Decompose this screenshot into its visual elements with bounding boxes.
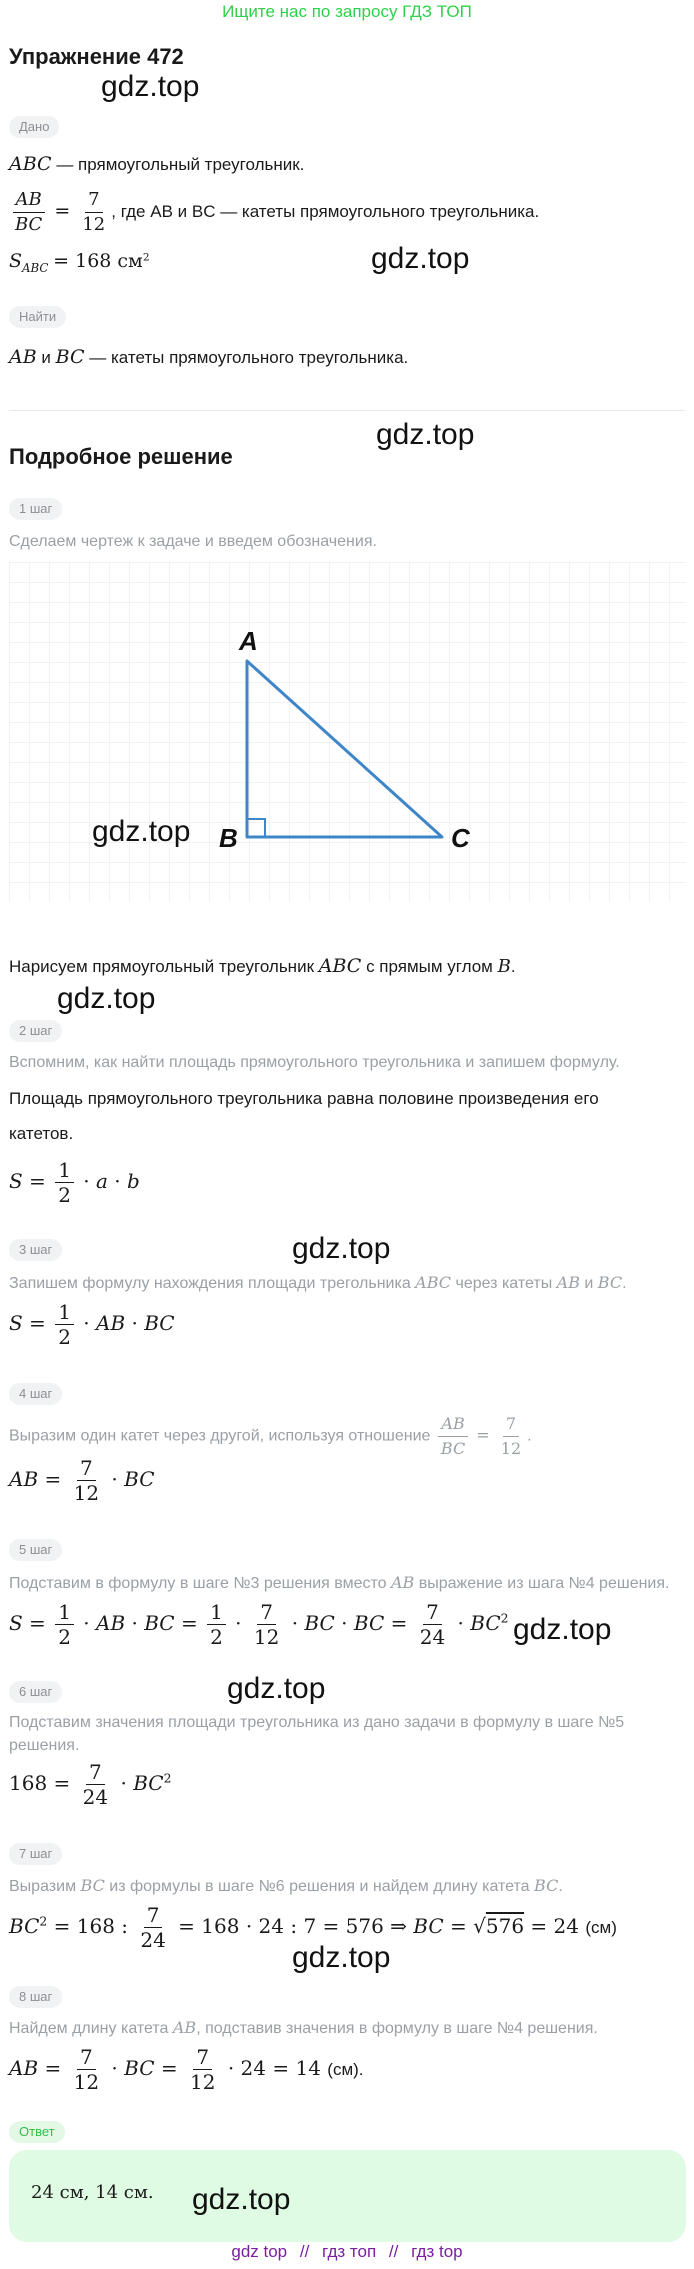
step-6-hint-2: решения. (9, 1737, 80, 1754)
step-2-text-2: катетов. (9, 1124, 74, 1143)
step-5-formula: S = $\frac{1}{2}$ · AB · BC = $\frac{1}{2}$ · $\frac{7}{12}$ · BC · BC = $\frac{7}{24}$ · $BC^2$ (9, 1600, 509, 1649)
footer-separator: // (299, 2242, 310, 2261)
step-6-badge: 6 шаг (9, 1681, 62, 1703)
step-3-hint: Запишем формулу нахождения площади трегольника ABC через катеты AB и BC. (9, 1273, 627, 1292)
watermark: gdz.top (292, 1941, 391, 1974)
step-1-badge: 1 шаг (9, 498, 62, 520)
footer-link-3[interactable]: гдз top (411, 2242, 463, 2261)
footer-link-1[interactable]: gdz top (231, 2242, 288, 2261)
watermark: gdz.top (101, 70, 200, 103)
step-4-badge: 4 шаг (9, 1383, 62, 1405)
step-4-formula: AB = $\frac{7}{12}$ · BC (9, 1456, 155, 1505)
step-1-text: Нарисуем прямоугольный треугольник ABC с прямым углом B. (9, 955, 516, 977)
step-3-badge: 3 шаг (9, 1239, 62, 1261)
find-line: AB и BC — катеты прямоугольного треугольника. (9, 346, 409, 368)
footer-links (0, 2242, 694, 2262)
step-1-hint: Сделаем чертеж к задаче и введем обозначения. (9, 533, 377, 550)
step-5-badge: 5 шаг (9, 1539, 62, 1561)
step-8-hint: Найдем длину катета AB, подставив значения в формулу в шаге №4 решения. (9, 2018, 598, 2037)
step-5-hint: Подставим в формулу в шаге №3 решения вместо AB выражение из шага №4 решения. (9, 1573, 670, 1592)
footer-separator: // (388, 2242, 399, 2261)
given-badge: Дано (9, 116, 59, 138)
watermark: gdz.top (376, 418, 475, 451)
step-4-hint: Выразим один катет через другой, используя отношение $\frac{AB}{BC}$ = $\frac{7}{12}$ . (9, 1414, 532, 1458)
step-6-formula: 168 = $\frac{7}{24}$ · $BC^2$ (9, 1760, 172, 1809)
step-2-badge: 2 шаг (9, 1020, 62, 1042)
vertex-a-label: A (239, 626, 258, 656)
step-8-formula: AB = $\frac{7}{12}$ · BC = $\frac{7}{12}$ · 24 = 14 (см). (9, 2045, 364, 2094)
answer-text: 24 см, 14 см. (31, 2182, 154, 2203)
step-7-formula: $BC^2 = 168$ : $\frac{7}{24}$ = 168 · 24 : 7 = 576 ⇒ BC = √576 = 24 (см) (9, 1903, 617, 1952)
given-line-1: ABC — прямоугольный треугольник. (9, 153, 305, 175)
answer-badge: Ответ (9, 2121, 65, 2143)
step-2-text-1: Площадь прямоугольного треугольника равна половине произведения его (9, 1089, 599, 1108)
watermark: gdz.top (57, 982, 156, 1015)
watermark: gdz.top (371, 242, 470, 275)
watermark: gdz.top (513, 1613, 612, 1646)
given-line-2: $\frac{AB}{BC}$ = $\frac{7}{12}$ , где AB и BC — катеты прямоугольного треугольника. (9, 188, 539, 237)
step-3-formula: S = $\frac{1}{2}$ · AB · BC (9, 1300, 175, 1349)
watermark: gdz.top (292, 1232, 391, 1265)
divider (9, 410, 685, 411)
solution-title: Подробное решение (9, 444, 233, 469)
triangle-diagram (9, 562, 686, 902)
footer-link-2[interactable]: гдз топ (322, 2242, 377, 2261)
step-6-hint-1: Подставим значения площади треугольника из дано задачи в формулу в шаге №5 (9, 1714, 625, 1731)
step-8-badge: 8 шаг (9, 1986, 62, 2008)
exercise-title: Упражнение 472 (9, 44, 184, 69)
given-line-3: $S_{ABC} = 168$ $см^2$ (9, 250, 150, 275)
vertex-b-label: B (219, 823, 238, 853)
watermark: gdz.top (92, 815, 191, 848)
watermark: gdz.top (227, 1672, 326, 1705)
top-search-link[interactable]: Ищите нас по запросу ГДЗ ТОП (222, 2, 472, 21)
step-2-formula: S = $\frac{1}{2}$ · a · b (9, 1158, 140, 1207)
step-2-hint: Вспомним, как найти площадь прямоугольного треугольника и запишем формулу. (9, 1054, 620, 1071)
watermark: gdz.top (192, 2183, 291, 2216)
find-badge: Найти (9, 306, 66, 328)
step-7-hint: Выразим BC из формулы в шаге №6 решения и найдем длину катета BC. (9, 1876, 563, 1895)
vertex-c-label: C (451, 823, 470, 853)
step-7-badge: 7 шаг (9, 1843, 62, 1865)
